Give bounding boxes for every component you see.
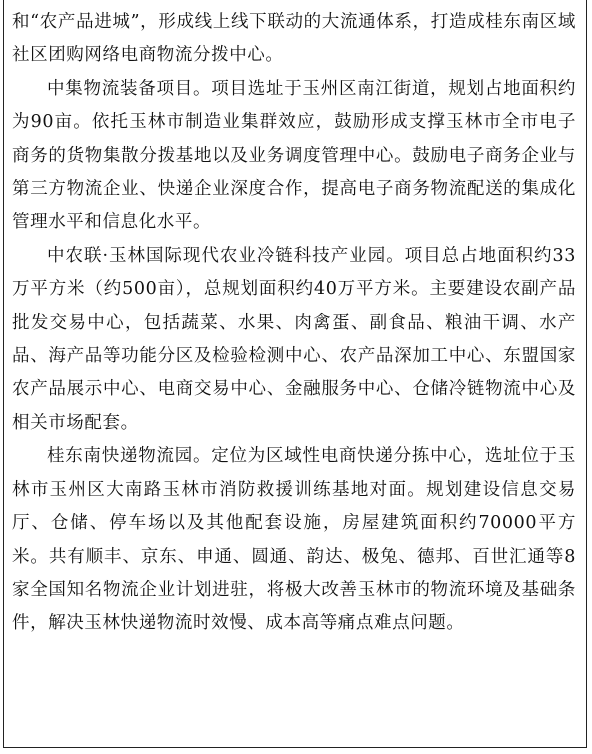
paragraph-cold-chain-industrial-park: 中农联·玉林国际现代农业冷链科技产业园。项目总占地面积约33万平方米（约500亩），总规划面积约40万平方米。主要建设农副产品批发交易中心，包括蔬菜、水果、肉禽蛋、副食品、粮油干调、水产品、海产品等功能分区及检验检测中心、农产品深加工中心、东盟国家农产品展示中心、电商交易中心、金融服务中心、仓储冷链物流中心及相关市场配套。	[12, 245, 576, 433]
document-body	[12, 6, 576, 641]
paragraph-express-logistics-park: 桂东南快递物流园。定位为区域性电商快递分拣中心，选址位于玉林市玉州区大南路玉林市消防救援训练基地对面。规划建设信息交易厅、仓储、停车场以及其他配套设施，房屋建筑面积约70000平方米。共有顺丰、京东、申通、圆通、韵达、极兔、德邦、百世汇通等8家全国知名物流企业计划进驻，将极大改善玉林市的物流环境及基础条件，解决玉林快递物流时效慢、成本高等痛点难点问题。	[12, 446, 576, 634]
paragraph-cimc-logistics-project: 中集物流装备项目。项目选址于玉州区南江街道，规划占地面积约为90亩。依托玉林市制造业集群效应，鼓励形成支撑玉林市全市电子商务的货物集散分拨基地以及业务调度管理中心。鼓励电子商务企业与第三方物流企业、快递企业深度合作，提高电子商务物流配送的集成化管理水平和信息化水平。	[12, 78, 576, 233]
paragraph-distribution-system: 和“农产品进城”，形成线上线下联动的大流通体系，打造成桂东南区域社区团购网络电商物流分拨中心。	[12, 12, 576, 66]
